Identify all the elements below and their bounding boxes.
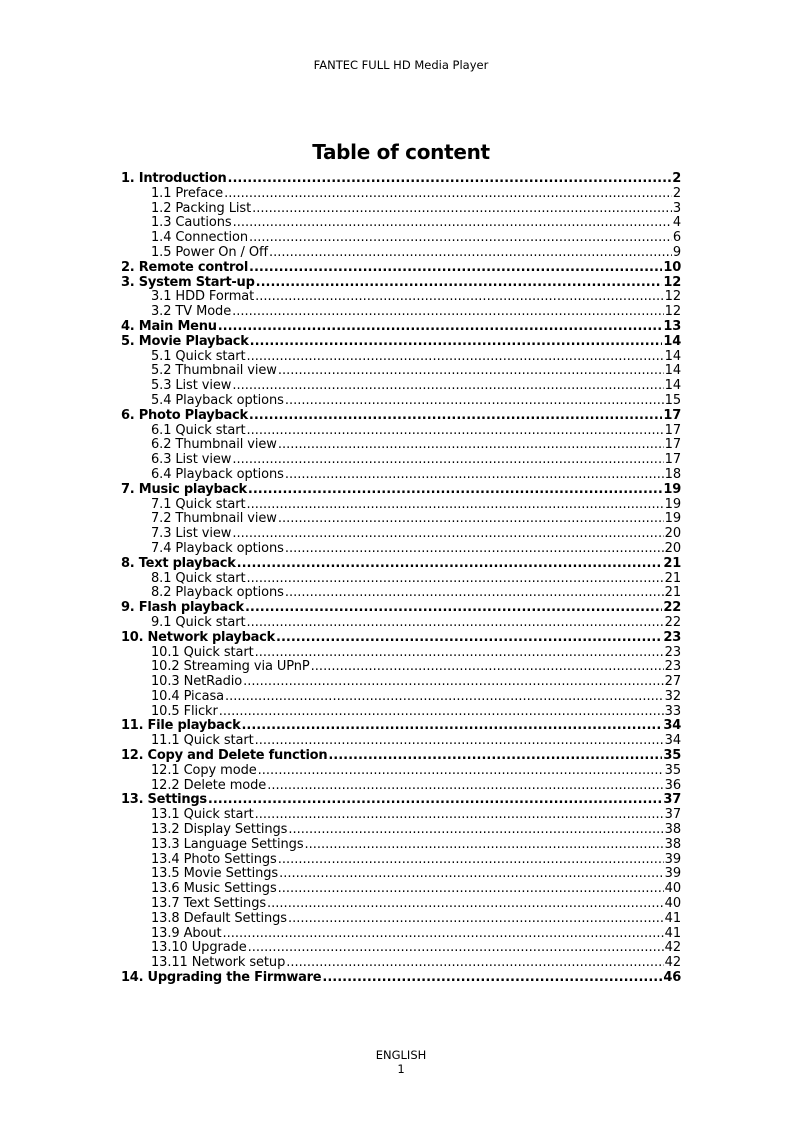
toc-entry-title: 5.3 List view: [151, 379, 232, 394]
toc-subsection-entry[interactable]: [121, 586, 681, 601]
toc-entry-page: 6: [672, 231, 681, 246]
toc-entry-title: 7.3 List view: [151, 527, 232, 542]
toc-entry-title: 6.2 Thumbnail view: [151, 438, 277, 453]
toc-entry-page: 12: [664, 305, 681, 320]
toc-dot-leader: [246, 350, 663, 365]
toc-entry-title: 10.3 NetRadio: [151, 675, 243, 690]
toc-entry-title: 5.2 Thumbnail view: [151, 364, 277, 379]
toc-subsection-entry[interactable]: [121, 956, 681, 971]
toc-section-entry[interactable]: [121, 557, 681, 572]
toc-entry-title: 6.3 List view: [151, 453, 232, 468]
toc-entry-page: 23: [663, 630, 681, 645]
toc-dot-leader: [258, 764, 664, 779]
toc-dot-leader: [256, 276, 663, 291]
toc-dot-leader: [311, 660, 664, 675]
toc-entry-page: 14: [664, 349, 681, 364]
toc-entry-page: 38: [664, 837, 681, 852]
toc-entry-page: 12: [663, 275, 681, 290]
toc-dot-leader: [249, 231, 672, 246]
toc-section-entry[interactable]: [121, 601, 681, 616]
toc-dot-leader: [278, 512, 664, 527]
toc-subsection-entry[interactable]: [121, 290, 681, 305]
toc-dot-leader: [305, 838, 664, 853]
toc-entry-title: 1.2 Packing List: [151, 201, 252, 216]
toc-subsection-entry[interactable]: [121, 616, 681, 631]
toc-section-entry[interactable]: [121, 749, 681, 764]
toc-section-entry[interactable]: [121, 409, 681, 424]
toc-dot-leader: [246, 498, 663, 513]
toc-dot-leader: [276, 631, 662, 646]
toc-subsection-entry[interactable]: [121, 853, 681, 868]
toc-subsection-entry[interactable]: [121, 350, 681, 365]
toc-entry-title: 13.3 Language Settings: [151, 837, 304, 852]
toc-dot-leader: [285, 468, 664, 483]
toc-entry-page: 33: [664, 704, 681, 719]
toc-entry-page: 46: [663, 971, 681, 986]
toc-entry-page: 23: [664, 645, 681, 660]
toc-dot-leader: [285, 394, 664, 409]
toc-entry-title: 13.6 Music Settings: [151, 882, 277, 897]
toc-entry-title: 10.2 Streaming via UPnP: [151, 660, 310, 675]
toc-subsection-entry[interactable]: [121, 882, 681, 897]
toc-dot-leader: [278, 438, 664, 453]
toc-dot-leader: [328, 749, 662, 764]
toc-entry-title: 5.1 Quick start: [151, 349, 246, 364]
toc-subsection-entry[interactable]: [121, 675, 681, 690]
toc-entry-page: 10: [663, 260, 681, 275]
toc-subsection-entry[interactable]: [121, 498, 681, 513]
footer-language: ENGLISH: [375, 1048, 427, 1062]
toc-entry-title: 13.11 Network setup: [151, 956, 286, 971]
toc-entry-page: 35: [663, 749, 681, 764]
toc-entry-title: 6. Photo Playback: [121, 408, 248, 423]
toc-dot-leader: [250, 335, 663, 350]
toc-entry-title: 13.8 Default Settings: [151, 911, 287, 926]
toc-entry-title: 13.7 Text Settings: [151, 897, 267, 912]
toc-subsection-entry[interactable]: [121, 823, 681, 838]
toc-dot-leader: [269, 246, 672, 261]
toc-entry-page: 19: [664, 497, 681, 512]
toc-dot-leader: [208, 793, 662, 808]
toc-dot-leader: [255, 646, 664, 661]
toc-entry-title: 5. Movie Playback: [121, 334, 249, 349]
toc-dot-leader: [248, 483, 662, 498]
toc-subsection-entry[interactable]: [121, 779, 681, 794]
toc-entry-page: 13: [663, 319, 681, 334]
toc-dot-leader: [232, 453, 663, 468]
toc-section-entry[interactable]: [121, 719, 681, 734]
toc-entry-page: 4: [672, 216, 681, 231]
toc-subsection-entry[interactable]: [121, 364, 681, 379]
page-header: FANTEC FULL HD Media Player: [313, 58, 489, 72]
toc-entry-page: 40: [664, 882, 681, 897]
toc-section-entry[interactable]: [121, 172, 681, 187]
toc-entry-page: 2: [672, 172, 681, 186]
toc-entry-page: 17: [664, 423, 681, 438]
toc-entry-title: 10.5 Flickr: [151, 704, 218, 719]
toc-entry-page: 36: [664, 778, 681, 793]
toc-subsection-entry[interactable]: [121, 808, 681, 823]
toc-subsection-entry[interactable]: [121, 690, 681, 705]
toc-entry-page: 39: [664, 867, 681, 882]
toc-entry-title: 9. Flash playback: [121, 601, 244, 616]
toc-entry-title: 10. Network playback: [121, 630, 276, 645]
toc-subsection-entry[interactable]: [121, 838, 681, 853]
toc-entry-page: 19: [663, 482, 681, 497]
toc-entry-title: 7.1 Quick start: [151, 497, 246, 512]
toc-subsection-entry[interactable]: [121, 941, 681, 956]
toc-entry-page: 22: [663, 601, 681, 616]
toc-subsection-entry[interactable]: [121, 424, 681, 439]
toc-section-entry[interactable]: [121, 631, 681, 646]
page-title: Table of content: [312, 140, 490, 164]
toc-section-entry[interactable]: [121, 261, 681, 276]
toc-dot-leader: [241, 719, 662, 734]
toc-dot-leader: [246, 616, 663, 631]
toc-entry-page: 34: [663, 719, 681, 734]
toc-dot-leader: [249, 261, 662, 276]
toc-dot-leader: [224, 187, 672, 202]
toc-entry-page: 21: [664, 571, 681, 586]
toc-entry-title: 6.4 Playback options: [151, 467, 284, 482]
toc-dot-leader: [322, 971, 662, 986]
toc-entry-page: 39: [664, 852, 681, 867]
toc-entry-title: 13.2 Display Settings: [151, 823, 288, 838]
toc-entry-title: 7.2 Thumbnail view: [151, 512, 277, 527]
toc-subsection-entry[interactable]: [121, 572, 681, 587]
toc-entry-title: 10.1 Quick start: [151, 645, 254, 660]
toc-section-entry[interactable]: [121, 793, 681, 808]
toc-entry-title: 11.1 Quick start: [151, 734, 254, 749]
toc-entry-page: 38: [664, 823, 681, 838]
toc-subsection-entry[interactable]: [121, 468, 681, 483]
toc-section-entry[interactable]: [121, 276, 681, 291]
toc-section-entry[interactable]: [121, 320, 681, 335]
toc-entry-page: 21: [664, 586, 681, 601]
toc-entry-title: 13.5 Movie Settings: [151, 867, 279, 882]
toc-entry-page: 34: [664, 734, 681, 749]
toc-entry-title: 5.4 Playback options: [151, 393, 284, 408]
toc-section-entry[interactable]: [121, 483, 681, 498]
toc-subsection-entry[interactable]: [121, 394, 681, 409]
toc-entry-title: 13.1 Quick start: [151, 808, 254, 823]
toc-entry-page: 14: [664, 364, 681, 379]
toc-entry-title: 3.2 TV Mode: [151, 305, 232, 320]
toc-dot-leader: [219, 705, 664, 720]
toc-dot-leader: [232, 379, 663, 394]
toc-dot-leader: [267, 779, 663, 794]
toc-entry-title: 7. Music playback: [121, 482, 247, 497]
toc-entry-page: 21: [663, 556, 681, 571]
toc-entry-page: 20: [664, 527, 681, 542]
toc-entry-title: 10.4 Picasa: [151, 689, 224, 704]
toc-dot-leader: [218, 320, 663, 335]
toc-dot-leader: [286, 956, 663, 971]
toc-subsection-entry[interactable]: [121, 660, 681, 675]
toc-dot-leader: [267, 897, 664, 912]
toc-entry-page: 15: [664, 393, 681, 408]
toc-subsection-entry[interactable]: [121, 646, 681, 661]
toc-entry-page: 23: [664, 660, 681, 675]
toc-dot-leader: [223, 927, 664, 942]
toc-entry-page: 2: [672, 186, 681, 201]
toc-entry-page: 40: [664, 897, 681, 912]
toc-entry-page: 42: [664, 956, 681, 971]
toc-entry-page: 18: [664, 467, 681, 482]
toc-entry-page: 35: [664, 763, 681, 778]
toc-section-entry[interactable]: [121, 335, 681, 350]
toc-subsection-entry[interactable]: [121, 867, 681, 882]
page-footer: [0, 1048, 802, 1076]
toc-dot-leader: [249, 409, 663, 424]
toc-subsection-entry[interactable]: [121, 734, 681, 749]
toc-dot-leader: [255, 290, 664, 305]
toc-entry-title: 6.1 Quick start: [151, 423, 246, 438]
toc-entry-page: 3: [672, 201, 681, 216]
toc-entry-title: 7.4 Playback options: [151, 541, 284, 556]
toc-dot-leader: [237, 557, 663, 572]
toc-dot-leader: [245, 601, 662, 616]
toc-entry-page: 14: [664, 379, 681, 394]
toc-subsection-entry[interactable]: [121, 542, 681, 557]
toc-entry-title: 8.2 Playback options: [151, 586, 284, 601]
toc-subsection-entry[interactable]: [121, 912, 681, 927]
toc-entry-title: 11. File playback: [121, 719, 241, 734]
toc-entry-title: 13.10 Upgrade: [151, 941, 247, 956]
toc-dot-leader: [246, 572, 663, 587]
toc-entry-title: 1.1 Preface: [151, 186, 224, 201]
toc-entry-page: 41: [664, 911, 681, 926]
toc-entry-title: 4. Main Menu: [121, 319, 217, 334]
toc-dot-leader: [252, 202, 672, 217]
toc-dot-leader: [288, 912, 664, 927]
toc-entry-title: 3. System Start-up: [121, 275, 255, 290]
toc-entry-title: 12.1 Copy mode: [151, 763, 257, 778]
toc-entry-page: 17: [664, 438, 681, 453]
toc-subsection-entry[interactable]: [121, 764, 681, 779]
toc-subsection-entry[interactable]: [121, 512, 681, 527]
toc-entry-title: 12.2 Delete mode: [151, 778, 267, 793]
toc-entry-title: 13.9 About: [151, 926, 222, 941]
toc-dot-leader: [246, 424, 663, 439]
toc-entry-title: 1.4 Connection: [151, 231, 248, 246]
toc-entry-title: 1. Introduction: [121, 172, 227, 186]
toc-entry-title: 3.1 HDD Format: [151, 290, 255, 305]
toc-dot-leader: [243, 675, 664, 690]
toc-entry-title: 12. Copy and Delete function: [121, 749, 328, 764]
toc-entry-page: 17: [663, 408, 681, 423]
toc-entry-title: 14. Upgrading the Firmware: [121, 971, 322, 986]
toc-entry-page: 22: [664, 615, 681, 630]
toc-entry-title: 8. Text playback: [121, 556, 236, 571]
toc-entry-title: 1.5 Power On / Off: [151, 245, 268, 260]
toc-subsection-entry[interactable]: [121, 453, 681, 468]
toc-entry-title: 2. Remote control: [121, 260, 249, 275]
toc-section-entry[interactable]: [121, 971, 681, 986]
toc-entry-page: 20: [664, 541, 681, 556]
toc-entry-page: 27: [664, 675, 681, 690]
toc-dot-leader: [278, 882, 664, 897]
toc-dot-leader: [255, 734, 664, 749]
toc-entry-title: 8.1 Quick start: [151, 571, 246, 586]
toc-entry-page: 9: [672, 245, 681, 260]
table-of-contents: [121, 172, 681, 986]
toc-subsection-entry[interactable]: [121, 379, 681, 394]
toc-dot-leader: [278, 364, 664, 379]
toc-dot-leader: [233, 216, 672, 231]
toc-dot-leader: [278, 853, 664, 868]
toc-entry-page: 41: [664, 926, 681, 941]
toc-entry-page: 19: [664, 512, 681, 527]
toc-subsection-entry[interactable]: [121, 527, 681, 542]
toc-dot-leader: [248, 941, 664, 956]
toc-entry-title: 1.3 Cautions: [151, 216, 232, 231]
toc-dot-leader: [232, 527, 663, 542]
toc-entry-page: 42: [664, 941, 681, 956]
toc-subsection-entry[interactable]: [121, 246, 681, 261]
toc-subsection-entry[interactable]: [121, 438, 681, 453]
toc-entry-title: 13. Settings: [121, 793, 207, 808]
toc-subsection-entry[interactable]: [121, 216, 681, 231]
toc-subsection-entry[interactable]: [121, 231, 681, 246]
toc-dot-leader: [255, 808, 664, 823]
page-number: 1: [397, 1062, 405, 1076]
toc-entry-title: 13.4 Photo Settings: [151, 852, 277, 867]
toc-subsection-entry[interactable]: [121, 305, 681, 320]
toc-subsection-entry[interactable]: [121, 927, 681, 942]
toc-subsection-entry[interactable]: [121, 897, 681, 912]
toc-entry-page: 17: [664, 453, 681, 468]
toc-entry-page: 14: [663, 334, 681, 349]
toc-entry-page: 37: [663, 793, 681, 808]
toc-entry-title: 9.1 Quick start: [151, 615, 246, 630]
toc-subsection-entry[interactable]: [121, 187, 681, 202]
toc-subsection-entry[interactable]: [121, 705, 681, 720]
toc-dot-leader: [228, 172, 672, 187]
toc-dot-leader: [232, 305, 664, 320]
toc-dot-leader: [279, 867, 664, 882]
toc-dot-leader: [225, 690, 664, 705]
toc-subsection-entry[interactable]: [121, 202, 681, 217]
toc-dot-leader: [285, 542, 664, 557]
toc-entry-page: 37: [664, 808, 681, 823]
toc-dot-leader: [288, 823, 663, 838]
toc-dot-leader: [285, 586, 664, 601]
toc-entry-page: 32: [664, 689, 681, 704]
toc-entry-page: 12: [664, 290, 681, 305]
